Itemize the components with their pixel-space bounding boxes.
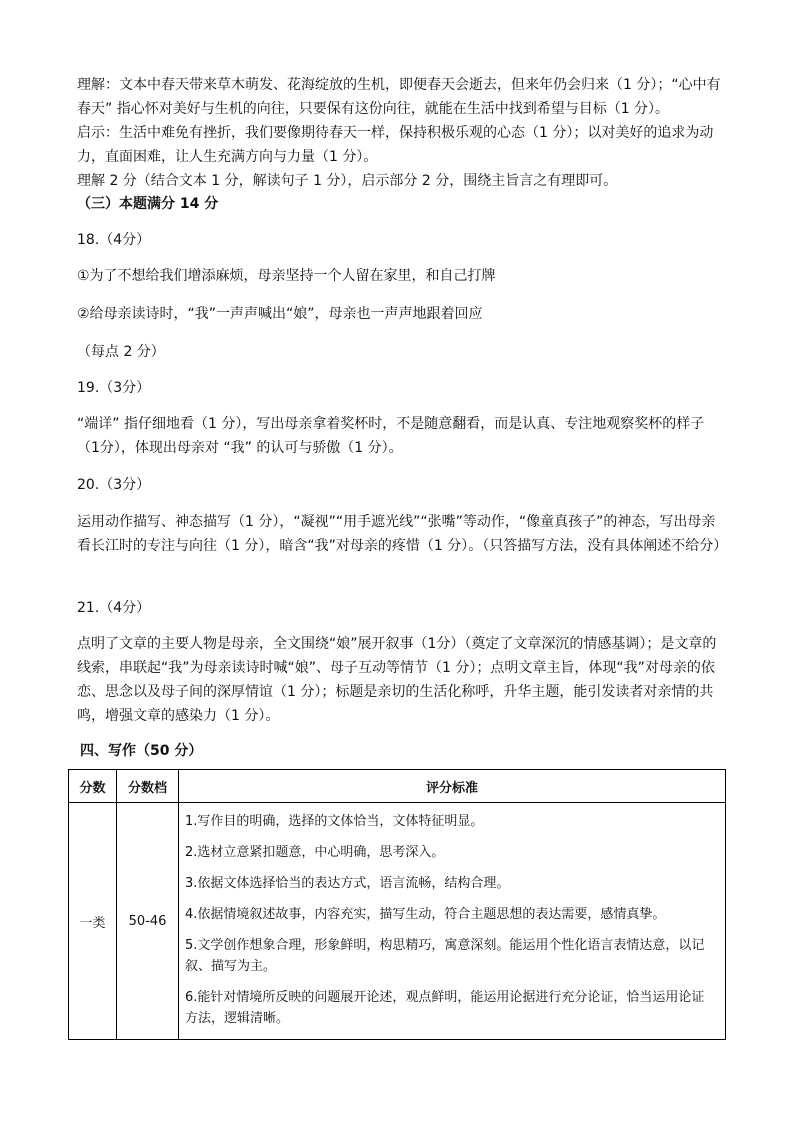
- answer-enlightenment: 启示：生活中难免有挫折，我们要像期待春天一样，保持积极乐观的心态（1 分）；以对美好的追求为动力，直面困难，让人生充满方向与力量（1 分）。: [77, 125, 714, 165]
- q21-answer: 点明了文章的主要人物是母亲，全文围绕“娘”展开叙事（1分）（奠定了文章深沉的情感基调）；是文章的线索，串联起“我”为母亲读诗时喊“娘”、母子互动等情节（1 分）；点明文章主旨，体现“我”对母亲的依恋、思念以及母子间的深厚情谊（1 分）；标题是亲切的生活化称呼，升华主题，能引发读者对亲情的共鸣，增强文章的感染力（1 分）。: [77, 636, 717, 724]
- scoring-note: 理解 2 分（结合文本 1 分，解读句子 1 分），启示部分 2 分，围绕主旨言之有理即可。: [77, 173, 618, 189]
- q18-number: 18.（4分）: [77, 232, 151, 248]
- criterion-2: 2.选材立意紧扣题意，中心明确，思考深入。: [185, 845, 445, 860]
- q19-number: 19.（3分）: [77, 380, 151, 396]
- q19-answer: “端详” 指仔细地看（1 分），写出母亲拿着奖杯时，不是随意翻看，而是认真、专注地观察奖杯的样子（1分），体现出母亲对 “我” 的认可与骄傲（1 分）。: [77, 416, 705, 456]
- header-criteria: 评分标准: [179, 770, 726, 803]
- section3-title: （三）本题满分 14 分: [77, 196, 219, 212]
- section4-title: 四、写作（50 分）: [80, 743, 203, 759]
- header-score: 分数: [69, 770, 117, 803]
- q18-note: （每点 2 分）: [77, 344, 165, 360]
- range-cell: 50-46: [117, 803, 179, 1040]
- table-row: [69, 803, 726, 1040]
- criteria-cell: [179, 803, 726, 1040]
- grading-table: [68, 769, 726, 1040]
- q21-number: 21.（4分）: [77, 600, 151, 616]
- q20-number: 20.（3分）: [77, 477, 151, 493]
- criterion-6: 6.能针对情境所反映的问题展开论述，观点鲜明，能运用论据进行充分论证，恰当运用论证方法，逻辑清晰。: [185, 990, 705, 1026]
- criterion-5: 5.文学创作想象合理，形象鲜明，构思精巧，寓意深刻。能运用个性化语言表情达意，以记叙、描写为主。: [185, 938, 705, 974]
- q18-point1: ①为了不想给我们增添麻烦，母亲坚持一个人留在家里，和自己打牌: [77, 268, 496, 284]
- grade-cell: 一类: [69, 803, 117, 1040]
- q18-point2: ②给母亲读诗时，“我”一声声喊出“娘”，母亲也一声声地跟着回应: [77, 306, 483, 322]
- criterion-1: 1.写作目的明确，选择的文体恰当，文体特征明显。: [185, 814, 484, 829]
- q20-answer: 运用动作描写、神态描写（1 分），“凝视”“用手遮光线”“张嘴”等动作，“像童真孩子”的神态，写出母亲看长江时的专注与向往（1 分），暗含“我”对母亲的疼惜（1 分）。（只答描写方法，没有具体阐述不给分）: [77, 514, 728, 554]
- answer-understanding: 理解：文本中春天带来草木萌发、花海绽放的生机，即便春天会逝去，但来年仍会归来（1 分）；“心中有春天” 指心怀对美好与生机的向往，只要保有这份向往，就能在生活中找到希望与目标（1 分）。: [77, 77, 721, 117]
- table-header-row: [69, 770, 726, 803]
- header-band: 分数档: [117, 770, 179, 803]
- criterion-3: 3.依据文体选择恰当的表达方式，语言流畅，结构合理。: [185, 876, 510, 891]
- criterion-4: 4.依据情境叙述故事，内容充实，描写生动，符合主题思想的表达需要，感情真挚。: [185, 907, 666, 922]
